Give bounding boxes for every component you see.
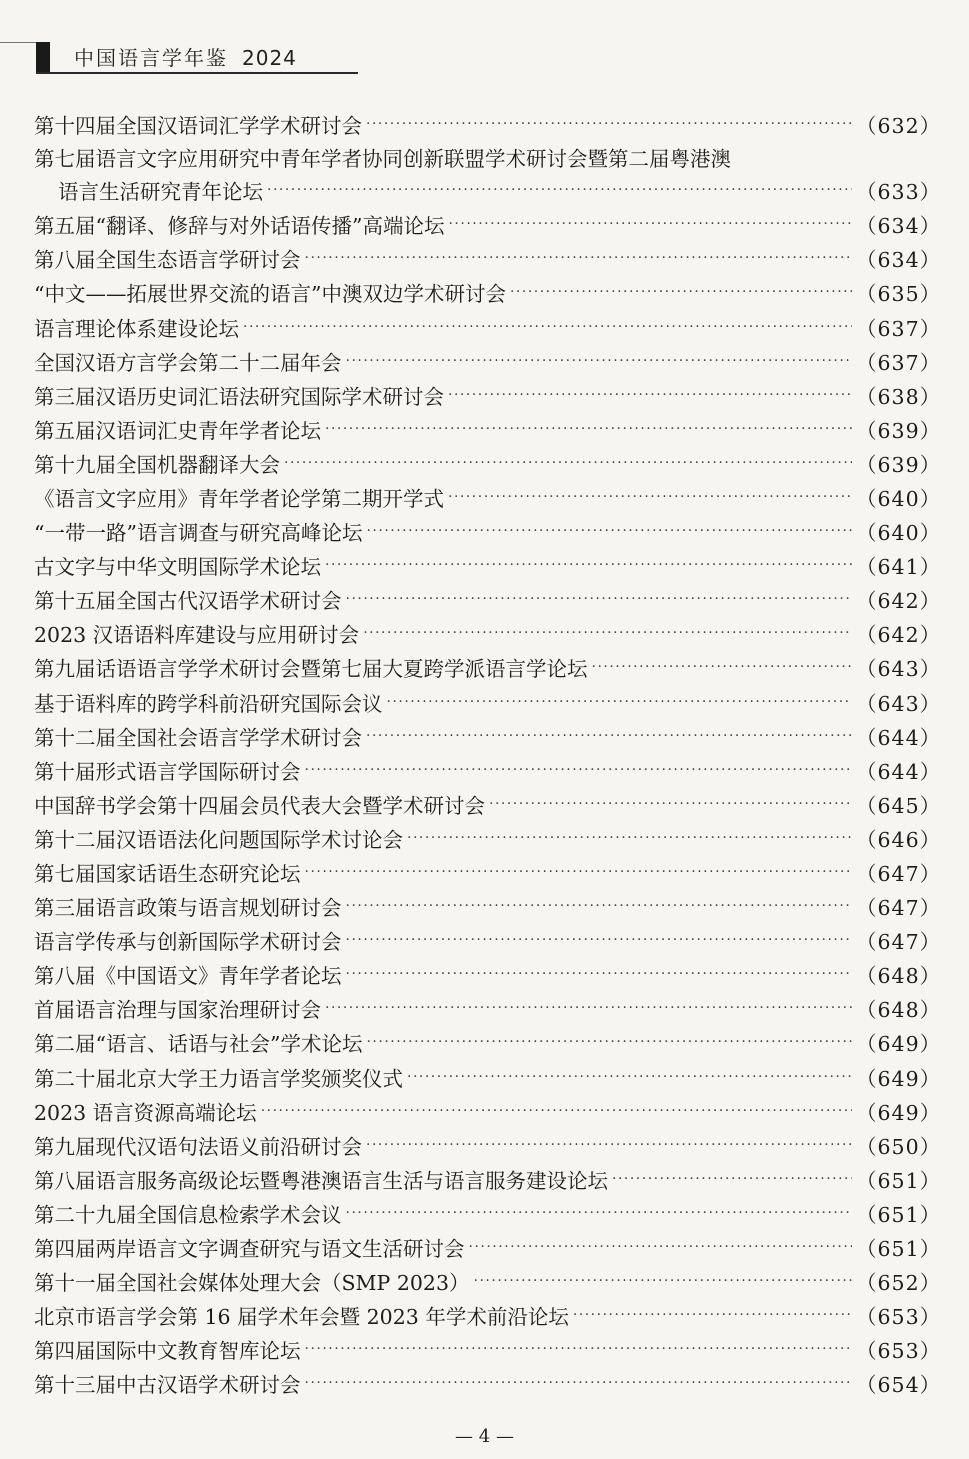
toc-leader-dots [284, 455, 852, 471]
toc-entry [34, 616, 942, 650]
toc-entry-page: （643） [856, 691, 942, 716]
toc-entry-title: 《语言文字应用》青年学者论学第二期开学式 [34, 486, 444, 511]
toc-entry [34, 957, 942, 991]
toc-entry-title: 北京市语言学会第 16 届学术年会暨 2023 年学术前沿论坛 [34, 1305, 569, 1330]
toc-entry-page: （637） [856, 316, 942, 341]
toc-leader-dots [366, 116, 852, 132]
toc-leader-dots [305, 1341, 853, 1357]
toc-entry-page: （651） [856, 1168, 942, 1193]
toc-entry [34, 446, 942, 480]
toc-entry-title: 第十二届汉语语法化问题国际学术讨论会 [34, 827, 403, 852]
toc-entry-page: （653） [856, 1339, 942, 1364]
toc-leader-dots [363, 625, 852, 641]
toc-leader-dots [325, 557, 852, 573]
toc-entry-title: 古文字与中华文明国际学术论坛 [34, 555, 321, 580]
toc-entry [34, 923, 942, 957]
toc-entry-title: 第十九届全国机器翻译大会 [34, 452, 280, 477]
toc-entry-title: 第五届“翻译、修辞与对外话语传播”高端论坛 [34, 214, 445, 239]
toc-entry [34, 548, 942, 582]
toc-entry-title: 第八届全国生态语言学研讨会 [34, 248, 301, 273]
toc-leader-dots [474, 1273, 852, 1289]
toc-entry-title: 第五届汉语词汇史青年学者论坛 [34, 418, 321, 443]
toc-entry-page: （649） [856, 1032, 942, 1057]
toc-entry-page: （646） [856, 827, 942, 852]
toc-leader-dots [489, 796, 852, 812]
toc-leader-dots [267, 182, 852, 198]
toc-entry [34, 1366, 942, 1400]
toc-leader-dots [305, 1375, 853, 1391]
toc-entry-title: 第四届国际中文教育智库论坛 [34, 1339, 301, 1364]
toc-entry-title: 第十五届全国古代汉语学术研讨会 [34, 589, 342, 614]
header-underline [36, 72, 358, 74]
toc-entry-page: （642） [856, 589, 942, 614]
toc-entry-title: 第十届形式语言学国际研讨会 [34, 759, 301, 784]
toc-leader-dots [407, 1069, 852, 1085]
toc-entry [34, 821, 942, 855]
toc-leader-dots [346, 591, 853, 607]
table-of-contents [34, 107, 942, 1400]
toc-entry [34, 412, 942, 446]
toc-entry [34, 378, 942, 412]
toc-entry-page: （645） [856, 793, 942, 818]
toc-entry-page: （652） [856, 1271, 942, 1296]
toc-leader-dots [573, 1307, 852, 1323]
toc-entry [34, 480, 942, 514]
toc-leader-dots [469, 1239, 853, 1255]
toc-entry [34, 1162, 942, 1196]
toc-entry-title: 第十一届全国社会媒体处理大会（SMP 2023） [34, 1271, 470, 1296]
toc-entry-title: 第八届《中国语文》青年学者论坛 [34, 964, 342, 989]
toc-entry-title: 第九届话语语言学学术研讨会暨第七届大夏跨学派语言学论坛 [34, 657, 588, 682]
header-bar [36, 42, 50, 74]
toc-entry-title: 第十三届中古汉语学术研讨会 [34, 1373, 301, 1398]
toc-entry-page: （644） [856, 725, 942, 750]
toc-entry-title: 第四届两岸语言文字调查研究与语文生活研讨会 [34, 1237, 465, 1262]
toc-entry-title: 全国汉语方言学会第二十二届年会 [34, 350, 342, 375]
toc-entry-page: （633） [856, 180, 942, 205]
toc-entry [34, 107, 942, 141]
toc-entry-page: （644） [856, 759, 942, 784]
toc-leader-dots [510, 284, 852, 300]
toc-entry-page: （635） [856, 282, 942, 307]
toc-entry [34, 1060, 942, 1094]
toc-entry-page: （632） [856, 114, 942, 139]
toc-entry-title: 语言学传承与创新国际学术研讨会 [34, 930, 342, 955]
toc-leader-dots [612, 1171, 852, 1187]
toc-entry-page: （639） [856, 452, 942, 477]
toc-entry [34, 889, 942, 923]
toc-entry [34, 855, 942, 889]
toc-entry [34, 173, 942, 207]
toc-entry-title: “一带一路”语言调查与研究高峰论坛 [34, 521, 363, 546]
toc-leader-dots [325, 421, 852, 437]
toc-entry-page: （643） [856, 657, 942, 682]
toc-entry-page: （654） [856, 1373, 942, 1398]
toc-entry-page: （640） [856, 486, 942, 511]
toc-entry [34, 344, 942, 378]
toc-leader-dots [346, 353, 853, 369]
toc-entry [34, 1298, 942, 1332]
toc-leader-dots [387, 694, 853, 710]
toc-leader-dots [305, 864, 853, 880]
toc-leader-dots [305, 762, 853, 778]
toc-entry [34, 1025, 942, 1059]
toc-entry-title: 第三届语言政策与语言规划研讨会 [34, 896, 342, 921]
toc-leader-dots [407, 830, 852, 846]
toc-entry [34, 685, 942, 719]
toc-entry-page: （651） [856, 1202, 942, 1227]
toc-leader-dots [346, 898, 853, 914]
toc-leader-dots [448, 387, 852, 403]
toc-leader-dots [592, 659, 853, 675]
toc-entry-page: （649） [856, 1066, 942, 1091]
toc-entry-title: 2023 语言资源高端论坛 [34, 1100, 257, 1125]
toc-entry [34, 1196, 942, 1230]
toc-entry-title: 第二届“语言、话语与社会”学术论坛 [34, 1032, 363, 1057]
toc-leader-dots [448, 489, 852, 505]
toc-entry-page: （648） [856, 964, 942, 989]
toc-leader-dots [346, 1205, 853, 1221]
toc-entry [34, 991, 942, 1025]
running-header [74, 42, 297, 71]
toc-entry-title: 语言理论体系建设论坛 [34, 316, 239, 341]
toc-entry [34, 1332, 942, 1366]
toc-leader-dots [346, 932, 853, 948]
toc-entry-title: 第十二届全国社会语言学学术研讨会 [34, 725, 362, 750]
toc-leader-dots [366, 1137, 852, 1153]
toc-leader-dots [243, 319, 852, 335]
toc-leader-dots [366, 1034, 852, 1050]
toc-entry [34, 1128, 942, 1162]
toc-entry-title: 中国辞书学会第十四届会员代表大会暨学术研讨会 [34, 793, 485, 818]
toc-entry-page: （650） [856, 1134, 942, 1159]
book-title: 中国语言学年鉴 [74, 46, 228, 70]
toc-entry-title: 第二十届北京大学王力语言学奖颁奖仪式 [34, 1066, 403, 1091]
toc-entry [34, 207, 942, 241]
toc-entry-title: 首届语言治理与国家治理研讨会 [34, 998, 321, 1023]
toc-entry-title: 第三届汉语历史词汇语法研究国际学术研讨会 [34, 384, 444, 409]
toc-entry-page: （651） [856, 1237, 942, 1262]
toc-entry-title: 第七届语言文字应用研究中青年学者协同创新联盟学术研讨会暨第二届粤港澳 [34, 147, 731, 172]
toc-entry [34, 1264, 942, 1298]
toc-entry-page: （641） [856, 555, 942, 580]
toc-entry-page: （647） [856, 930, 942, 955]
toc-entry [34, 1094, 942, 1128]
toc-entry-page: （648） [856, 998, 942, 1023]
toc-leader-dots [346, 966, 853, 982]
toc-entry-page: （642） [856, 623, 942, 648]
page-number: — 4 — [455, 1426, 514, 1447]
toc-entry-page: （638） [856, 384, 942, 409]
toc-entry [34, 514, 942, 548]
toc-entry-page: （649） [856, 1100, 942, 1125]
toc-entry-title: “中文——拓展世界交流的语言”中澳双边学术研讨会 [34, 282, 506, 307]
toc-entry [34, 753, 942, 787]
toc-entry-title: 第九届现代汉语句法语义前沿研讨会 [34, 1134, 362, 1159]
toc-entry-title: 基于语料库的跨学科前沿研究国际会议 [34, 691, 383, 716]
toc-leader-dots [366, 523, 852, 539]
toc-entry-page: （647） [856, 862, 942, 887]
toc-entry-title: 2023 汉语语料库建设与应用研讨会 [34, 623, 360, 648]
toc-entry [34, 719, 942, 753]
toc-entry [34, 275, 942, 309]
toc-entry-title: 第八届语言服务高级论坛暨粤港澳语言生活与语言服务建设论坛 [34, 1168, 608, 1193]
toc-entry-page: （640） [856, 521, 942, 546]
toc-leader-dots [261, 1103, 852, 1119]
toc-entry [34, 141, 926, 173]
toc-entry-title: 第二十九届全国信息检索学术会议 [34, 1202, 342, 1227]
toc-entry-page: （647） [856, 896, 942, 921]
toc-entry [34, 650, 942, 684]
toc-entry-page: （653） [856, 1305, 942, 1330]
toc-entry-page: （639） [856, 418, 942, 443]
toc-leader-dots [305, 250, 853, 266]
toc-leader-dots [448, 216, 852, 232]
toc-entry-page: （637） [856, 350, 942, 375]
toc-entry [34, 1230, 942, 1264]
toc-entry [34, 309, 942, 343]
toc-entry [34, 241, 942, 275]
book-year: 2024 [242, 46, 297, 70]
toc-entry [34, 787, 942, 821]
toc-leader-dots [325, 1000, 852, 1016]
toc-entry-title: 第十四届全国汉语词汇学学术研讨会 [34, 114, 362, 139]
toc-entry [34, 582, 942, 616]
toc-entry-title: 语言生活研究青年论坛 [58, 180, 263, 205]
toc-entry-page: （634） [856, 248, 942, 273]
header-rule [0, 42, 36, 43]
toc-entry-title: 第七届国家话语生态研究论坛 [34, 862, 301, 887]
toc-entry-page: （634） [856, 214, 942, 239]
toc-leader-dots [366, 728, 852, 744]
